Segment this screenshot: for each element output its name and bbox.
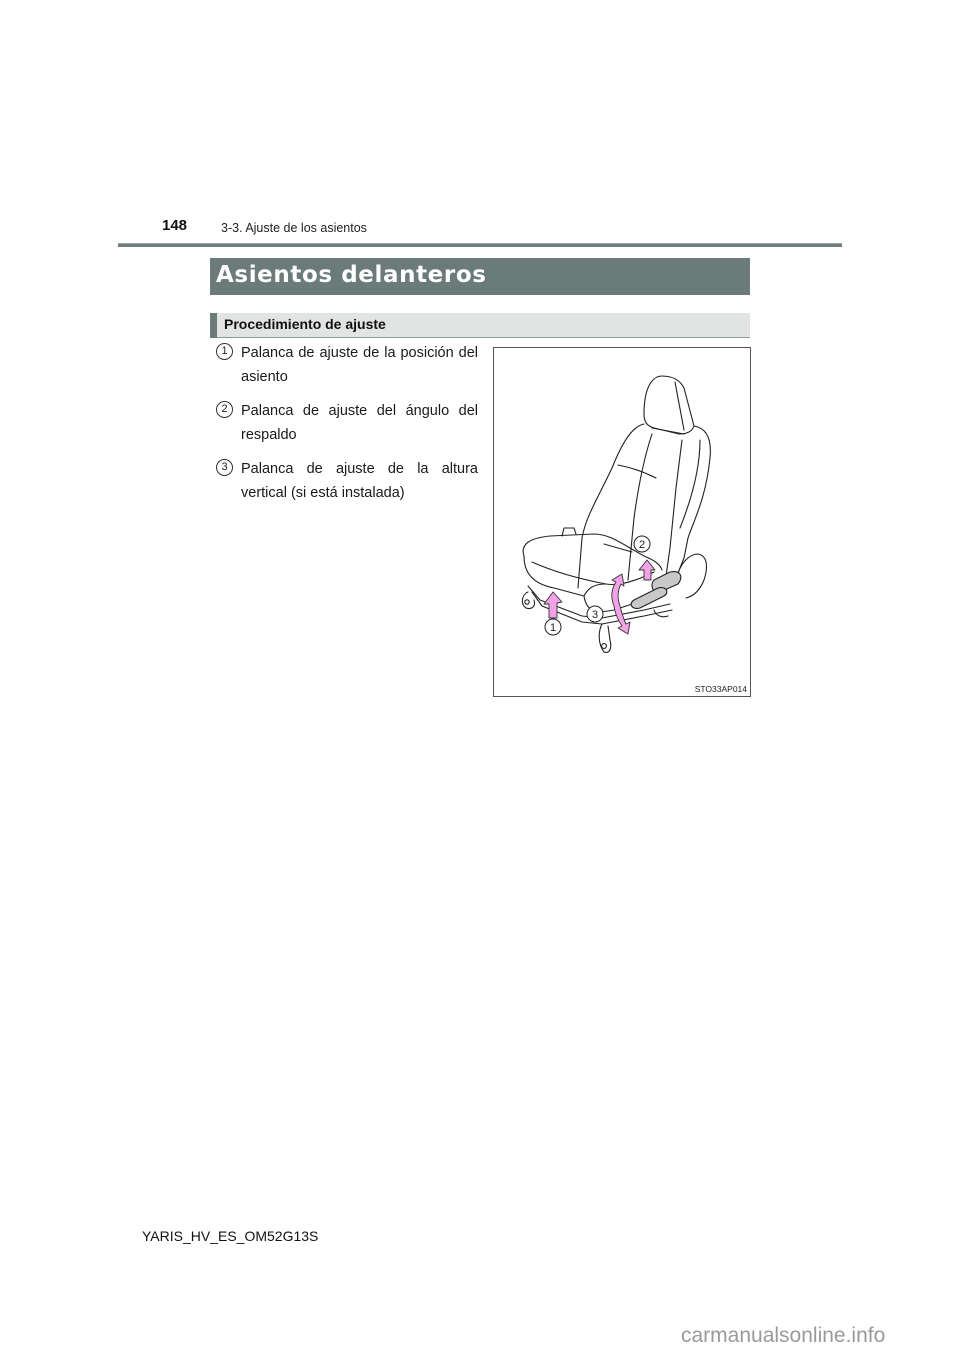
callout-1: 1 xyxy=(549,622,557,634)
subheading: Procedimiento de ajuste xyxy=(224,316,386,332)
page-number: 148 xyxy=(162,217,188,234)
header-divider xyxy=(118,243,842,247)
callout-3: 3 xyxy=(591,609,599,621)
step-text: Palanca de ajuste de la posición del asiento xyxy=(241,345,478,385)
subheading-bar xyxy=(210,313,750,338)
seat-figure xyxy=(493,347,751,697)
step-list xyxy=(216,341,478,515)
step-item xyxy=(216,457,478,505)
figure-code: STO33AP014 xyxy=(694,684,747,694)
section-reference: 3-3. Ajuste de los asientos xyxy=(221,221,367,235)
subheading-accent-strip xyxy=(210,313,217,338)
callout-2: 2 xyxy=(638,539,646,551)
step-item xyxy=(216,399,478,447)
step-number-icon: 1 xyxy=(216,343,233,360)
step-number-icon: 2 xyxy=(216,401,233,418)
step-text: Palanca de ajuste del ángulo del respaldo xyxy=(241,403,478,443)
title-bar xyxy=(210,258,750,295)
step-item xyxy=(216,341,478,389)
step-number-icon: 3 xyxy=(216,459,233,476)
step-text: Palanca de ajuste de la altura vertical (si está instalada) xyxy=(241,461,478,501)
watermark[interactable]: carmanualsonline.info xyxy=(681,1324,886,1347)
page-title: Asientos delanteros xyxy=(216,262,487,288)
seat-illustration-icon xyxy=(494,348,750,696)
document-code: YARIS_HV_ES_OM52G13S xyxy=(142,1228,319,1244)
